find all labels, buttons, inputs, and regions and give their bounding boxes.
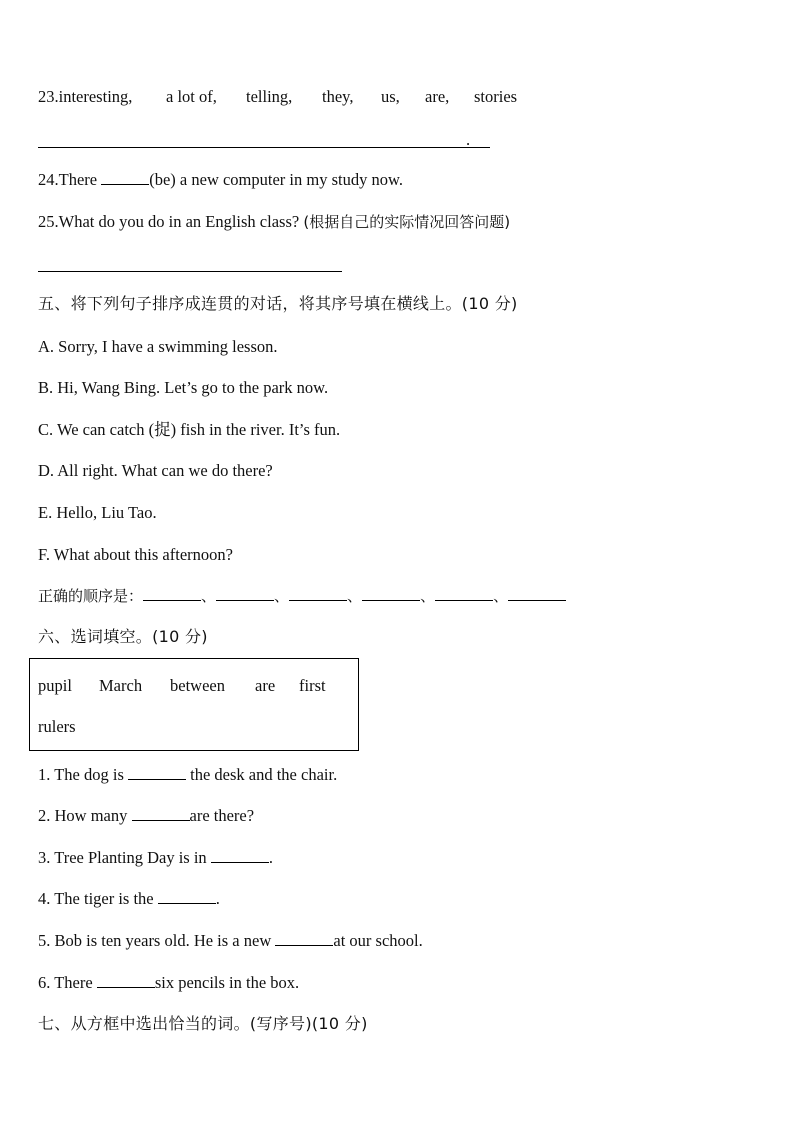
q23-word: are, [425, 87, 450, 106]
word-box [29, 658, 359, 751]
answer-blank[interactable] [362, 586, 420, 601]
word-box-item: are [255, 676, 276, 695]
answer-blank[interactable] [508, 586, 566, 601]
q23-word: interesting, [58, 87, 133, 106]
q24-text-after: (be) a new computer in my study now. [149, 170, 403, 189]
item-text-before: 5. Bob is ten years old. He is a new [38, 931, 276, 950]
section5-answer-label: 正确的顺序是： [38, 587, 144, 605]
q23-word: telling, [246, 87, 293, 106]
q23-end-mark: . [466, 130, 471, 149]
item-text-after: the desk and the chair. [186, 765, 338, 784]
item-blank[interactable] [97, 973, 155, 988]
separator: 、 [347, 587, 363, 605]
section5-item: A. Sorry, I have a swimming lesson. [38, 337, 278, 356]
section5-item: E. Hello, Liu Tao. [38, 503, 157, 522]
q23-word: a lot of, [166, 87, 217, 106]
item-blank[interactable] [158, 889, 216, 904]
q23-word: they, [322, 87, 354, 106]
section5-answer-row [38, 586, 566, 606]
q25-line [38, 212, 510, 232]
answer-blank[interactable] [289, 586, 347, 601]
separator: 、 [274, 587, 290, 605]
item-text-after: at our school. [333, 931, 423, 950]
section5-item: D. All right. What can we do there? [38, 461, 273, 480]
q23-word: stories [474, 87, 518, 106]
word-box-item: between [170, 676, 225, 695]
q24-text-before: 24.There [38, 170, 102, 189]
item-text-after: . [268, 848, 273, 867]
item-text-after: are there? [189, 806, 255, 825]
section5-item: F. What about this afternoon? [38, 545, 233, 564]
item-text-after: . [215, 889, 220, 908]
section6-item [38, 889, 220, 909]
item-text-before: 3. Tree Planting Day is in [38, 848, 211, 867]
item-blank[interactable] [128, 765, 186, 780]
q25-instruction: (根据自己的实际情况回答问题) [303, 213, 511, 231]
section5-item: C. We can catch (捉) fish in the river. It’s fun. [38, 420, 341, 439]
item-blank[interactable] [132, 806, 190, 821]
item-text-before: 2. How many [38, 806, 132, 825]
section6-item [38, 806, 254, 826]
answer-blank[interactable] [216, 586, 274, 601]
separator: 、 [201, 587, 217, 605]
word-box-item: pupil [38, 676, 72, 695]
section6-item [38, 973, 299, 993]
item-blank[interactable] [275, 931, 333, 946]
q24-line [38, 170, 403, 190]
q23-number: 23. [38, 87, 59, 106]
separator: 、 [493, 587, 509, 605]
q23-answer-line[interactable] [38, 147, 490, 148]
section5-item: B. Hi, Wang Bing. Let’s go to the park now. [38, 378, 329, 397]
item-text-after: six pencils in the box. [154, 973, 300, 992]
answer-blank[interactable] [435, 586, 493, 601]
word-box-item: March [99, 676, 143, 695]
q25-answer-line[interactable] [38, 271, 342, 272]
item-text-before: 1. The dog is [38, 765, 128, 784]
item-text-before: 6. There [38, 973, 97, 992]
section5-heading: 五、将下列句子排序成连贯的对话，将其序号填在横线上。(10 分) [38, 294, 518, 313]
separator: 、 [420, 587, 436, 605]
q24-blank[interactable] [101, 170, 149, 185]
q23-word-row [38, 87, 132, 107]
item-blank[interactable] [211, 848, 269, 863]
section6-heading: 六、选词填空。(10 分) [38, 627, 208, 646]
word-box-item: first [299, 676, 326, 695]
q23-word: us, [381, 87, 400, 106]
answer-blank[interactable] [143, 586, 201, 601]
section6-item [38, 848, 273, 868]
q25-text: 25.What do you do in an English class? [38, 212, 304, 231]
item-text-before: 4. The tiger is the [38, 889, 158, 908]
section7-heading: 七、从方框中选出恰当的词。(写序号)(10 分) [38, 1014, 368, 1033]
section6-item [38, 931, 423, 951]
section6-item [38, 765, 337, 785]
word-box-item: rulers [38, 717, 76, 736]
